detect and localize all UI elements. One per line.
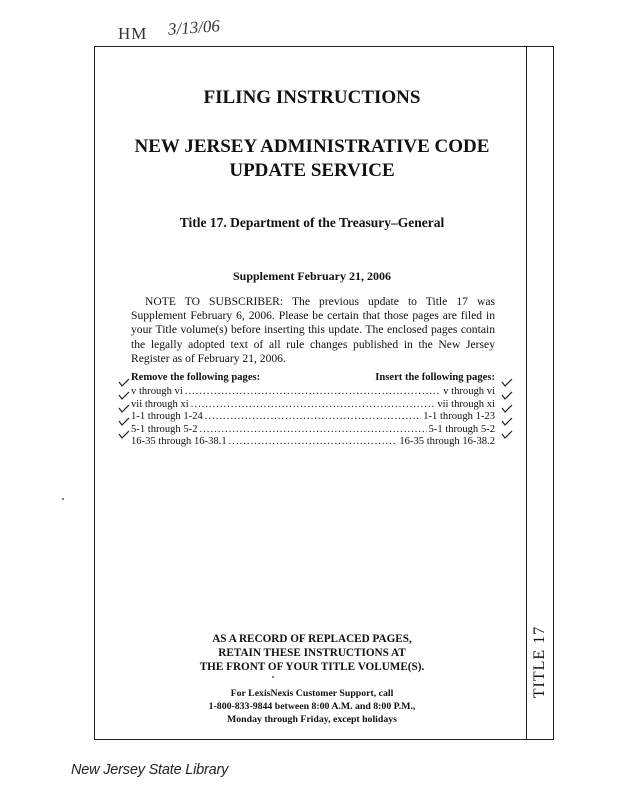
title-tab-strip [526, 47, 553, 739]
retain-instructions [95, 632, 529, 674]
title-tab-label: TITLE 17 [531, 625, 549, 699]
remove-pages: v through vi [131, 386, 183, 397]
filing-instructions-sheet [94, 46, 554, 740]
code-title-line: NEW JERSEY ADMINISTRATIVE CODE [134, 136, 490, 157]
scan-speck [62, 498, 64, 500]
retain-line: THE FRONT OF YOUR TITLE VOLUME(S). [199, 661, 425, 673]
page-row [131, 411, 495, 424]
checkmark-icon [118, 417, 130, 426]
library-watermark: New Jersey State Library [71, 762, 229, 778]
page-replacement-list [131, 372, 495, 449]
page-row [131, 424, 495, 437]
remove-header: Remove the following pages: [131, 372, 261, 383]
title-subheading: Title 17. Department of the Treasury–General [179, 215, 445, 230]
insert-header: Insert the following pages: [375, 372, 495, 383]
dot-leader [185, 386, 441, 399]
support-line: Monday through Friday, except holidays [227, 714, 397, 725]
checkmark-icon [500, 417, 514, 426]
dot-leader [229, 436, 398, 449]
remove-pages: vii through xi [131, 398, 189, 410]
checkmark-icon [118, 430, 130, 439]
support-line: For LexisNexis Customer Support, call [230, 688, 394, 699]
checkmark-icon [500, 430, 514, 439]
customer-support-info [95, 687, 529, 726]
dot-leader [200, 424, 427, 437]
checkmark-icon [500, 391, 514, 400]
title-tab [528, 602, 552, 722]
subscriber-note: NOTE TO SUBSCRIBER: The previous update to Title 17 was Supplement February 6, 2006. Please be certain that those pages are filed in your Title volume(s) before inserting this update. The enclosed pages contain the legally adopted text of all rule changes published in the New Jersey Register as of February 21, 2006. [131, 295, 495, 365]
handwritten-date-stamp [112, 14, 252, 46]
remove-pages: 16-35 through 16-38.1 [131, 436, 227, 448]
checkmark-icon [118, 404, 130, 413]
stamp-date: 3/13/06 [167, 16, 221, 39]
retain-line: RETAIN THESE INSTRUCTIONS AT [218, 647, 406, 659]
retain-line: AS A RECORD OF REPLACED PAGES, [212, 633, 412, 645]
remove-pages: 1-1 through 1-24 [131, 411, 203, 423]
checkmark-icon [118, 391, 130, 400]
insert-pages: v through vi [443, 386, 495, 397]
supplement-date: Supplement February 21, 2006 [232, 269, 391, 283]
insert-pages: 5-1 through 5-2 [428, 423, 495, 435]
checkmark-icon [118, 378, 130, 387]
dot-leader [205, 411, 421, 424]
dot-leader [191, 399, 436, 412]
insert-pages: 1-1 through 1-23 [423, 411, 495, 423]
page-row [131, 436, 495, 449]
page-list-header [131, 372, 495, 386]
insert-pages: 16-35 through 16-38.2 [399, 436, 495, 448]
support-line: 1-800-833-9844 between 8:00 A.M. and 8:00 P.M., [208, 701, 416, 712]
page-row [131, 386, 495, 399]
remove-pages: 5-1 through 5-2 [131, 423, 198, 435]
code-title-line: UPDATE SERVICE [229, 160, 395, 181]
checkmark-icon [500, 404, 514, 413]
insert-pages: vii through xi [437, 398, 495, 410]
stamp-initials: HM [118, 24, 148, 43]
page-row [131, 399, 495, 412]
code-title [95, 135, 529, 183]
checkmark-icon [500, 378, 514, 387]
page-title: FILING INSTRUCTIONS [203, 87, 421, 108]
scan-speck [272, 676, 274, 678]
